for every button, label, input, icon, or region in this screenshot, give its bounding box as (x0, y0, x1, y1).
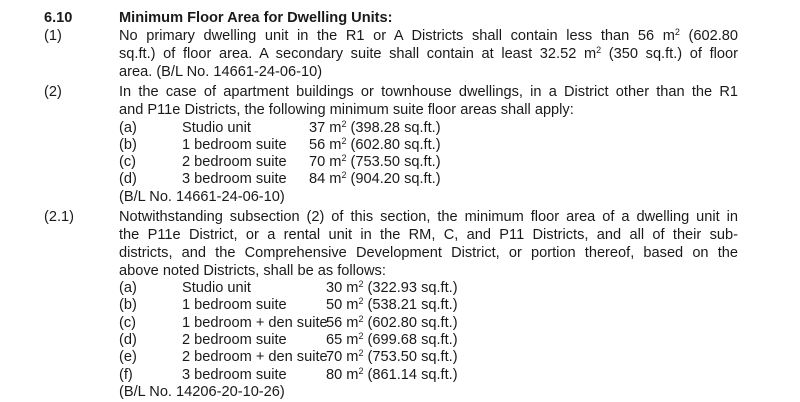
list-item-name: Studio unit (182, 120, 251, 136)
paragraph-1-line-3: area. (B/L No. 14661-24-06-10) (119, 64, 323, 80)
list-item-name: 2 bedroom + den suite (182, 349, 328, 365)
list-item-area: 65 $m^2$ (699.68 sq.ft.) (326, 331, 458, 348)
list-item-name: Studio unit (182, 280, 251, 296)
paragraph-2-line-2: and P11e Districts, the following minimum suite floor areas shall apply: (119, 102, 574, 118)
list-item-area: 50 $m^2$ (538.21 sq.ft.) (326, 296, 458, 313)
list-item-letter: (c) (119, 315, 137, 331)
paragraph-2-1-number: (2.1) (44, 209, 75, 225)
list-item-name: 1 bedroom suite (182, 297, 287, 313)
section-number: 6.10 (44, 10, 73, 26)
list-item-letter: (a) (119, 280, 137, 296)
list-item-name: 1 bedroom + den suite (182, 315, 328, 331)
list-item-letter: (b) (119, 297, 137, 313)
list-item-name: 3 bedroom suite (182, 171, 287, 187)
paragraph-2-line-1: In the case of apartment buildings or townhouse dwellings, in a District other than the R1 (119, 84, 738, 100)
list-item-name: 1 bedroom suite (182, 137, 287, 153)
list-item-letter: (a) (119, 120, 137, 136)
paragraph-1-line-2: sq.ft.) of floor area. A secondary suite shall contain at least 32.52 $m^2$ (350 sq.ft.) of floor (119, 45, 738, 62)
paragraph-2-1-line-2: the P11e District, or a rental unit in the RM, C, and P11 Districts, and all of their sub- (119, 227, 738, 243)
list-item-letter: (b) (119, 137, 137, 153)
list-item-name: 2 bedroom suite (182, 332, 287, 348)
list-item-area: 37 $m^2$ (398.28 sq.ft.) (309, 119, 441, 136)
paragraph-2-1-line-3: districts, and the Comprehensive Development District, or portion thereof, based on the (119, 245, 738, 261)
list-item-area: 70 $m^2$ (753.50 sq.ft.) (309, 153, 441, 170)
list-item-letter: (d) (119, 171, 137, 187)
bylaw-reference: (B/L No. 14206-20-10-26) (119, 384, 285, 400)
list-item-name: 2 bedroom suite (182, 154, 287, 170)
list-item-area: 70 $m^2$ (753.50 sq.ft.) (326, 348, 458, 365)
paragraph-2-number: (2) (44, 84, 62, 100)
list-item-area: 56 $m^2$ (602.80 sq.ft.) (309, 136, 441, 153)
section-title: Minimum Floor Area for Dwelling Units: (119, 10, 393, 26)
list-item-letter: (f) (119, 367, 133, 383)
paragraph-2-1-line-1: Notwithstanding subsection (2) of this section, the minimum floor area of a dwelling unit in (119, 209, 738, 225)
list-item-letter: (e) (119, 349, 137, 365)
list-item-letter: (d) (119, 332, 137, 348)
list-item-area: 80 $m^2$ (861.14 sq.ft.) (326, 366, 458, 383)
list-item-area: 30 $m^2$ (322.93 sq.ft.) (326, 279, 458, 296)
bylaw-reference: (B/L No. 14661-24-06-10) (119, 189, 285, 205)
paragraph-1-number: (1) (44, 28, 62, 44)
list-item-letter: (c) (119, 154, 137, 170)
paragraph-1-line-1: No primary dwelling unit in the R1 or A Districts shall contain less than 56 $m^2$ (602.80 (119, 27, 738, 44)
list-item-name: 3 bedroom suite (182, 367, 287, 383)
list-item-area: 84 $m^2$ (904.20 sq.ft.) (309, 170, 441, 187)
paragraph-2-1-line-4: above noted Districts, shall be as follows: (119, 263, 386, 279)
list-item-area: 56 $m^2$ (602.80 sq.ft.) (326, 314, 458, 331)
